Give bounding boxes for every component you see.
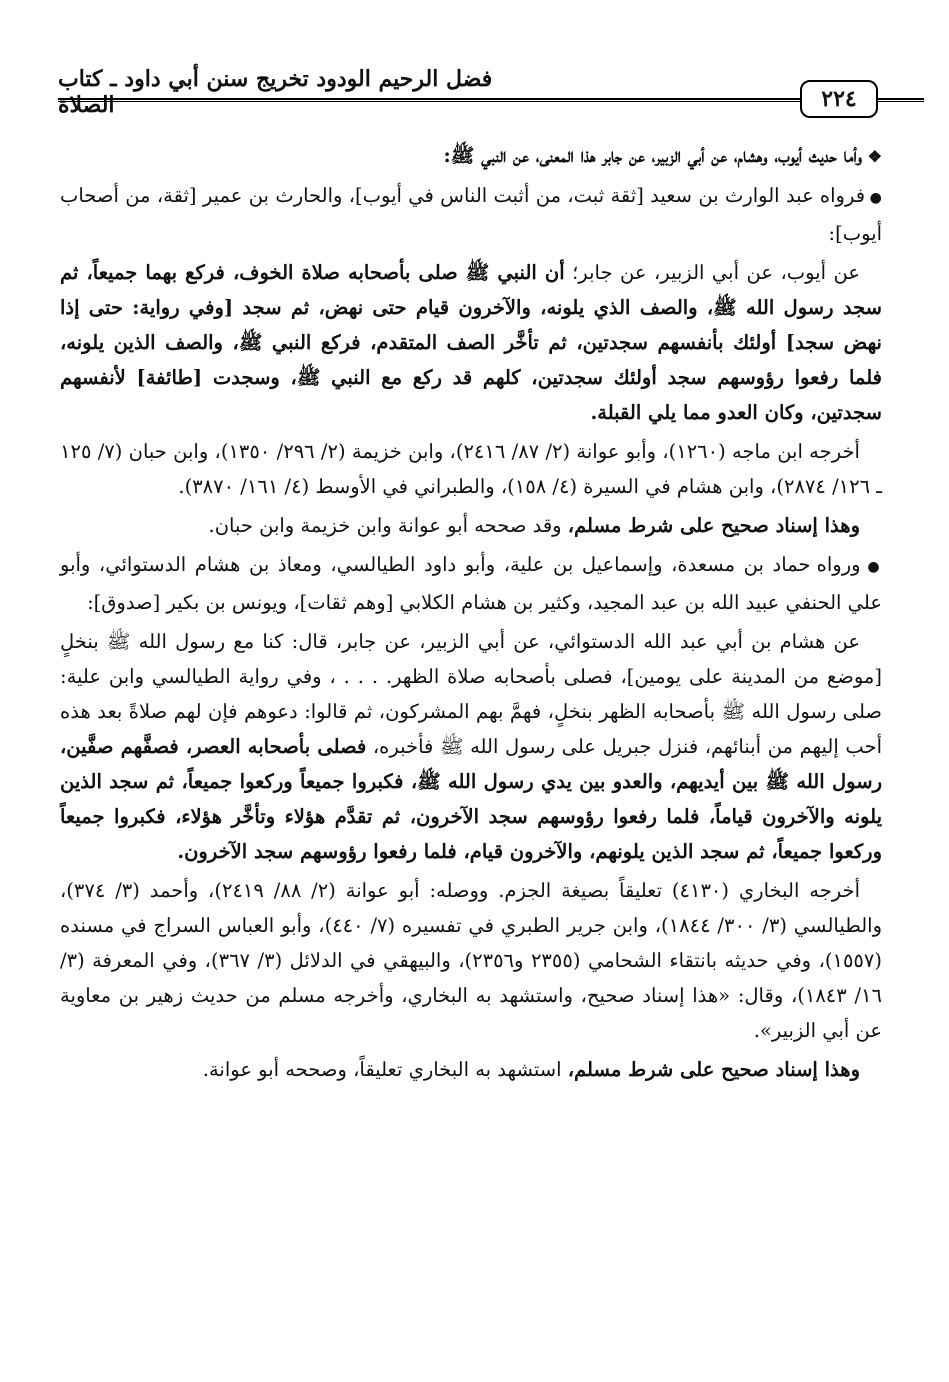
paragraph-bold-text: فصلى بأصحابه العصر، فصفَّهم صفَّين، رسول الله ﷺ بين أيديهم، والعدو بين يدي رسول الله ﷺ، فكبروا جميعاً وركعوا جميعاً، ثم سجد الذين يلونه والآخرون قياماً، فلما رفعوا رؤوسهم سجد الآخرون، ثم تقدَّم هؤلاء وتأخَّر هؤلاء، فكبروا جميعاً وركعوا جميعاً، ثم سجد الذين يلونهم، والآخرون قيام، فلما رفعوا رؤوسهم سجد الآخرون. [60, 735, 882, 863]
paragraph-text: عن أيوب، عن أبي الزبير، عن جابر؛ [564, 261, 860, 284]
page-body [60, 138, 882, 1091]
grading-paragraph [60, 1052, 882, 1087]
paragraph-bold-text: أن النبي ﷺ صلى بأصحابه صلاة الخوف، فركع بهما جميعاً، ثم سجد رسول الله ﷺ، والصف الذي يلونه، والآخرون قيام حتى نهض، ثم سجد [وفي رواية: حتى إذا نهض سجد] أولئك بأنفسهم سجدتين، ثم تأخَّر الصف المتقدم، فركع النبي ﷺ، والصف الذين يلونه، فلما رفعوا رؤوسهم سجد أولئك سجدتين، كلهم قد ركع مع النبي ﷺ، وسجدت [طائفة] لأنفسهم سجدتين، وكان العدو مما يلي القبلة. [60, 261, 882, 424]
hadith-text [60, 255, 882, 430]
paragraph-text: وقد صححه أبو عوانة وابن خزيمة وابن حبان. [208, 514, 568, 537]
narration-paragraph [60, 178, 882, 251]
paragraph-bold-text: وهذا إسناد صحيح على شرط مسلم، [567, 514, 860, 537]
paragraph-text: أخرجه ابن ماجه (١٢٦٠)، وأبو عوانة (٢/ ٨٧/ ٢٤١٦)، وابن خزيمة (٢/ ٢٩٦/ ١٣٥٠)، وابن حبان (٧/ ١٢٥ ـ ١٢٦/ ٢٨٧٤)، وابن هشام في السيرة (٤/ ١٥٨)، والطبراني في الأوسط (٤/ ١٦١/ ٣٨٧٠). [60, 440, 882, 498]
section-heading [60, 138, 882, 174]
running-title: فضل الرحيم الودود تخريج سنن أبي داود ـ كتاب الصلاة [58, 66, 493, 118]
narration-paragraph [60, 547, 882, 620]
header-rule-left [58, 98, 800, 102]
grading-paragraph [60, 508, 882, 543]
paragraph-text: فرواه عبد الوارث بن سعيد [ثقة ثبت، من أثبت الناس في أيوب]، والحارث بن عمير [ثقة، من أصحاب أيوب]: [60, 184, 882, 245]
paragraph-text: استشهد به البخاري تعليقاً، وصححه أبو عوانة. [202, 1058, 568, 1081]
page-number: ٢٢٤ [800, 80, 878, 118]
paragraph-text: وأما حديث أيوب، وهشام، عن أبي الزبير، عن جابر هذا المعنى، عن النبي ﷺ: [443, 144, 863, 167]
hadith-text [60, 624, 882, 869]
paragraph-text: عن هشام بن أبي عبد الله الدستوائي، عن أبي الزبير، عن جابر، قال: كنا مع رسول الله ﷺ بنخلٍ [موضع من المدينة على يومين]، فصلى بأصحابه صلاة الظهر. . . . ، وفي رواية الطيالسي وابن علية: صلى رسول الله ﷺ بأصحابه الظهر بنخلٍ، فهمَّ بهم المشركون، ثم قالوا: دعوهم فإن لهم صلاةً بعد هذه أحب إليهم من أبنائهم، فنزل جبريل على رسول الله ﷺ فأخبره، [60, 630, 883, 758]
paragraph-text: ورواه حماد بن مسعدة، وإسماعيل بن علية، وأبو داود الطيالسي، ومعاذ بن هشام الدستوائي، وأبو علي الحنفي عبيد الله بن عبد المجيد، وكثير بن هشام الكلابي [وهم ثقات]، ويونس بن بكير [صدوق]: [60, 553, 882, 614]
page-header [58, 58, 894, 130]
paragraph-bold-text: وهذا إسناد صحيح على شرط مسلم، [567, 1058, 860, 1081]
takhrij-paragraph [60, 873, 882, 1048]
header-rule-right [878, 98, 924, 102]
takhrij-paragraph [60, 434, 882, 504]
paragraph-text: أخرجه البخاري (٤١٣٠) تعليقاً بصيغة الجزم. ووصله: أبو عوانة (٢/ ٨٨/ ٢٤١٩)، وأحمد (٣/ ٣٧٤)، والطيالسي (٣/ ٣٠٠/ ١٨٤٤)، وابن جرير الطبري في تفسيره (٧/ ٤٤٠)، وأبو العباس السراج في مسنده (١٥٥٧)، وفي حديثه بانتقاء الشحامي (٢٣٥٥ و٢٣٥٦)، والبيهقي في الدلائل (٣/ ٣٦٧)، وفي المعرفة (٣/ ١٦/ ١٨٤٣)، وقال: «هذا إسناد صحيح، واستشهد به البخاري، وأخرجه مسلم من حديث زهير بن معاوية عن أبي الزبير». [60, 879, 882, 1042]
